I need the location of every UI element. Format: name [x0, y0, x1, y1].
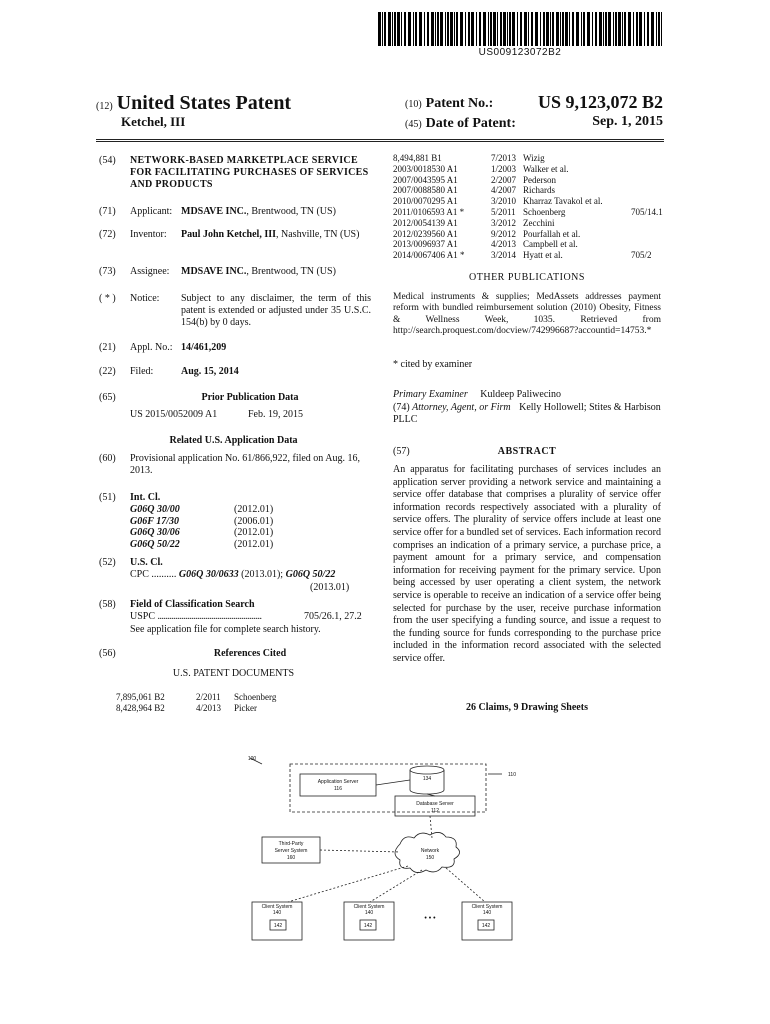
- intcl-version: (2012.01): [234, 527, 274, 539]
- prior-title: Prior Publication Data: [201, 392, 299, 403]
- barcode-bar: [394, 12, 396, 46]
- cpc-1: G06Q 30/0633: [178, 569, 239, 580]
- citation-date: 4/2007: [491, 185, 517, 196]
- header-rule: [96, 139, 664, 140]
- figure-diagram: [240, 752, 530, 954]
- citation-row: [393, 175, 661, 186]
- barcode-bar: [647, 12, 649, 46]
- barcode-bar: [562, 12, 564, 46]
- filed-code: (22): [99, 366, 116, 377]
- barcode-bar: [384, 12, 386, 46]
- label-110: 110: [508, 772, 516, 778]
- refs-right-list: [393, 153, 661, 261]
- citation-num: 2012/0054139 A1: [393, 217, 458, 228]
- abstract-text: An apparatus for facilitating purchases of services includes an application server providing a network service and maintaining a service offer database that comprises a plurality of service offer information records respectively associated with a plurality of service offers. The plurality of service offers include at least one service offer for a bundled set of services. Each information record comprises an indication of a primary service, a purchase price, a payment amount for a primary service, and compensation information for receiving payment for the primary service. Upon being accessed by user operating a client system, the network service is operable to receive an indication of a service offer being selected for purchase by the user, receive purchase information from the user specifying a funding source, and issue a request to the funding source for funds corresponding to the purchase price included in the information record associated with the selected service offer.: [393, 464, 661, 664]
- barcode-bar: [404, 12, 406, 46]
- field-label: Field of Classification Search: [130, 599, 255, 610]
- inventor-location: , Nashville, TN (US): [276, 229, 360, 240]
- code-10: (10): [405, 99, 422, 110]
- inventor-value: [181, 229, 371, 241]
- uspc-label: USPC: [130, 611, 156, 622]
- citation-num: 2013/0096937 A1: [393, 239, 458, 250]
- client-a-label: Client System: [261, 904, 293, 910]
- barcode-bar: [633, 12, 634, 46]
- intcl-row: [130, 515, 274, 528]
- refs-subtitle: U.S. PATENT DOCUMENTS: [172, 668, 295, 679]
- barcode-bar: [427, 12, 429, 46]
- other-pub-text: Medical instruments & supplies; MedAssets addresses payment reform with bundled reimbursement solution (2010) Obesity, Fitness & Wellness Week, 1035. Retrieved from http://search.proquest.com/docview/742996687?accountid=14753.*: [393, 292, 661, 337]
- other-pub-title: OTHER PUBLICATIONS: [469, 272, 585, 283]
- citation-name: Pederson: [523, 174, 556, 185]
- attorney-label: Attorney, Agent, or Firm: [412, 402, 511, 413]
- uspc-dots: ....................................................: [157, 611, 262, 622]
- assignee-label: Assignee:: [130, 266, 170, 277]
- assignee-location: , Brentwood, TN (US): [246, 266, 336, 277]
- barcode-bar: [378, 12, 381, 46]
- barcode-bar: [603, 12, 604, 46]
- citation-num: 2007/0043595 A1: [393, 174, 458, 185]
- intcl-label: Int. Cl.: [130, 492, 161, 503]
- applicant-label: Applicant:: [130, 206, 173, 217]
- barcode-bar: [509, 12, 511, 46]
- date-block: [405, 114, 663, 132]
- attorney-name: Kelly Hollowell; Stites & Harbison PLLC: [393, 402, 661, 425]
- barcode-bar: [550, 12, 551, 46]
- assignee-name: MDSAVE INC.: [181, 266, 247, 277]
- barcode-bar: [656, 12, 657, 46]
- intcl-row: [130, 538, 274, 551]
- barcode-bar: [615, 12, 617, 46]
- database-cylinder: [410, 770, 444, 794]
- barcode-bar: [535, 12, 538, 46]
- barcode-bar: [661, 12, 662, 46]
- intcl-class: G06Q 50/22: [130, 538, 180, 550]
- citation-date: 7/2013: [491, 153, 517, 163]
- applicant-value: [181, 206, 371, 218]
- barcode: [378, 12, 662, 46]
- barcode-bar: [490, 12, 492, 46]
- intcl-version: (2012.01): [234, 538, 274, 550]
- barcode-bar: [419, 12, 422, 46]
- abstract-code: (57): [393, 446, 410, 457]
- citation-row: [393, 164, 661, 175]
- citation-cls: 705/14.1: [631, 206, 663, 217]
- citation-date: 1/2003: [491, 163, 517, 174]
- barcode-bar: [431, 12, 434, 46]
- barcode-number: US009123072B2: [478, 47, 562, 58]
- barcode-bar: [608, 12, 611, 46]
- barcode-bar: [382, 12, 383, 46]
- db-server-number: 112: [431, 808, 439, 814]
- citation-date: 2/2011: [196, 692, 221, 702]
- notice-text: Subject to any disclaimer, the term of this patent is extended or adjusted under 35 U.S.C. 154(b) by 0 days.: [181, 293, 371, 328]
- barcode-bar: [392, 12, 393, 46]
- barcode-bar: [531, 12, 533, 46]
- citation-date: 2/2007: [491, 174, 517, 185]
- citation-name: Schoenberg: [234, 692, 277, 702]
- barcode-bar: [605, 12, 607, 46]
- barcode-bar: [460, 12, 463, 46]
- refs-code: (56): [99, 648, 116, 659]
- uscl-code: (52): [99, 557, 116, 568]
- patent-number: US 9,123,072 B2: [537, 92, 663, 112]
- citation-name: Richards: [523, 185, 555, 196]
- related-title: Related U.S. Application Data: [169, 435, 298, 446]
- prov-text: Provisional application No. 61/866,922, filed on Aug. 16, 2013.: [130, 453, 360, 476]
- client-b-number: 140: [364, 910, 374, 916]
- client-c-label: Client System: [471, 904, 503, 910]
- barcode-bar: [569, 12, 570, 46]
- client-c-sub: 142: [481, 923, 491, 929]
- citation-name: Kharraz Tavakol et al.: [523, 196, 603, 207]
- intcl-class: G06Q 30/00: [130, 504, 180, 515]
- barcode-bar: [456, 12, 458, 46]
- database-cylinder-top: [410, 766, 444, 774]
- field-note: See application file for complete search history.: [130, 624, 321, 635]
- barcode-bar: [576, 12, 579, 46]
- barcode-bar: [628, 12, 631, 46]
- attorney-code: (74): [393, 402, 410, 413]
- doc-type-block: [96, 92, 291, 115]
- prior-code: (65): [99, 392, 116, 403]
- citation-num: 2010/0070295 A1: [393, 196, 458, 207]
- barcode-bar: [636, 12, 638, 46]
- server-group-box: [290, 764, 486, 812]
- barcode-bar: [465, 12, 466, 46]
- assignee-value: [181, 266, 371, 278]
- barcode-bar: [483, 12, 486, 46]
- citation-date: 3/2010: [491, 196, 517, 207]
- notice-code: ( * ): [99, 293, 116, 304]
- barcode-bar: [445, 12, 446, 46]
- cpc-2: G06Q 50/22: [285, 569, 336, 580]
- uscl-label: U.S. Cl.: [130, 557, 163, 568]
- db-server-label: Database Server: [416, 801, 454, 807]
- citation-date: 3/2014: [491, 250, 517, 261]
- citation-row: [116, 692, 316, 703]
- barcode-bar: [622, 12, 623, 46]
- inventor-short: Ketchel, III: [121, 114, 186, 129]
- citation-date: 4/2013: [491, 239, 517, 250]
- barcode-bar: [543, 12, 545, 46]
- app-server-box: [300, 774, 376, 796]
- barcode-bar: [488, 12, 489, 46]
- citation-date: 3/2012: [491, 217, 517, 228]
- prior-pub: US 2015/0052009 A1: [130, 409, 218, 420]
- prov-code: (60): [99, 453, 116, 464]
- barcode-bar: [624, 12, 626, 46]
- barcode-bar: [651, 12, 654, 46]
- inventor-name: Paul John Ketchel, III: [181, 229, 277, 240]
- barcode-bar: [658, 12, 660, 46]
- client-ellipsis: • • •: [424, 915, 436, 922]
- patent-no-label: Patent No.:: [425, 96, 494, 111]
- intcl-row: [130, 504, 274, 516]
- date-label: Date of Patent:: [425, 116, 516, 131]
- barcode-bar: [565, 12, 568, 46]
- header-rule-2: [96, 141, 664, 142]
- client-a-sub: 142: [273, 923, 283, 929]
- barcode-bar: [546, 12, 549, 46]
- barcode-bar: [497, 12, 498, 46]
- barcode-bar: [440, 12, 443, 46]
- intcl-class: G06Q 30/06: [130, 527, 180, 539]
- network-label: Network: [420, 848, 440, 854]
- title-code: (54): [99, 155, 116, 166]
- third-party-number: 160: [286, 855, 296, 861]
- label-100: 100: [247, 756, 257, 762]
- citation-name: Schoenberg: [523, 206, 566, 217]
- citation-row: [116, 703, 316, 714]
- citation-num: 2011/0106593 A1 *: [393, 206, 465, 217]
- patent-title: NETWORK-BASED MARKETPLACE SERVICE FOR FACILITATING PURCHASES OF SERVICES AND PRODUCTS: [130, 155, 369, 190]
- citation-date: 9/2012: [491, 228, 517, 239]
- barcode-bar: [528, 12, 529, 46]
- third-party-label-2: Server System: [274, 848, 308, 854]
- barcode-bar: [517, 12, 518, 46]
- intcl-row: [130, 527, 274, 539]
- barcode-bar: [408, 12, 411, 46]
- barcode-bar: [447, 12, 449, 46]
- appl-label: Appl. No.:: [130, 342, 173, 353]
- citation-num: 2007/0088580 A1: [393, 185, 458, 196]
- appl-number: 14/461,209: [181, 342, 227, 353]
- refs-left-list: [116, 692, 316, 714]
- citation-row: [393, 250, 661, 261]
- barcode-bar: [560, 12, 561, 46]
- uspc-value: 705/26.1, 27.2: [304, 611, 362, 622]
- barcode-bar: [583, 12, 585, 46]
- barcode-bar: [592, 12, 593, 46]
- barcode-bar: [435, 12, 436, 46]
- inventor-code: (72): [99, 229, 116, 240]
- database-number: 134: [422, 776, 432, 782]
- citation-row: [393, 207, 661, 218]
- citation-name: Wizig: [523, 153, 545, 163]
- code-45: (45): [405, 119, 422, 130]
- prior-date: Feb. 19, 2015: [248, 409, 303, 420]
- examiner-name: Kuldeep Paliwecino: [480, 389, 562, 400]
- citation-row: [393, 153, 661, 164]
- barcode-bar: [540, 12, 541, 46]
- doc-type: United States Patent: [116, 92, 292, 114]
- barcode-bar: [471, 12, 474, 46]
- citation-date: 5/2011: [491, 206, 516, 217]
- cpc-1-version: (2013.01);: [238, 569, 286, 580]
- client-b-label: Client System: [353, 904, 385, 910]
- barcode-bar: [512, 12, 515, 46]
- barcode-bar: [587, 12, 590, 46]
- client-c-number: 140: [482, 910, 492, 916]
- applicant-code: (71): [99, 206, 116, 217]
- citation-name: Walker et al.: [523, 163, 569, 174]
- citation-name: Zecchini: [523, 217, 555, 228]
- applicant-location: , Brentwood, TN (US): [246, 206, 336, 217]
- barcode-bar: [595, 12, 597, 46]
- citation-row: [393, 196, 661, 207]
- barcode-bar: [476, 12, 477, 46]
- citation-row: [393, 218, 661, 229]
- cpc-2-version: (2013.01): [310, 582, 350, 593]
- barcode-bar: [468, 12, 470, 46]
- applicant-name: MDSAVE INC.: [181, 206, 247, 217]
- citation-name: Campbell et al.: [523, 239, 578, 250]
- barcode-bar: [618, 12, 621, 46]
- filed-label: Filed:: [130, 366, 154, 377]
- barcode-bar: [581, 12, 582, 46]
- intcl-version: (2012.01): [234, 504, 274, 515]
- citation-name: Picker: [234, 702, 257, 713]
- citation-num: 7,895,061 B2: [116, 692, 165, 702]
- barcode-bar: [572, 12, 574, 46]
- client-b-sub: 142: [363, 923, 373, 929]
- code-12: (12): [96, 101, 113, 112]
- cited-note: * cited by examiner: [393, 359, 473, 370]
- refs-title: References Cited: [213, 648, 287, 659]
- appl-code: (21): [99, 342, 116, 353]
- citation-num: 2012/0239560 A1: [393, 228, 458, 239]
- inventor-label: Inventor:: [130, 229, 167, 240]
- patent-no-block: [405, 94, 663, 112]
- claims-summary: 26 Claims, 9 Drawing Sheets: [466, 702, 588, 713]
- barcode-bar: [613, 12, 614, 46]
- citation-row: [393, 229, 661, 240]
- examiner-line: [393, 389, 661, 401]
- barcode-bar: [500, 12, 502, 46]
- citation-num: 2014/0067406 A1 *: [393, 250, 465, 261]
- barcode-bar: [454, 12, 455, 46]
- intcl-list: [130, 504, 274, 550]
- barcode-bar: [493, 12, 496, 46]
- barcode-bar: [397, 12, 400, 46]
- abstract-title: ABSTRACT: [497, 446, 557, 457]
- patent-date: Sep. 1, 2015: [592, 114, 663, 129]
- citation-row: [393, 239, 661, 250]
- app-server-label: Application Server: [317, 779, 359, 785]
- barcode-bar: [401, 12, 402, 46]
- barcode-bar: [450, 12, 453, 46]
- third-party-label: Third-Party: [278, 841, 304, 847]
- app-server-number: 116: [334, 786, 342, 792]
- citation-num: 2003/0018530 A1: [393, 163, 458, 174]
- cpc-prefix: CPC ..........: [130, 569, 177, 580]
- citation-num: 8,494,881 B1: [393, 153, 442, 163]
- barcode-bar: [644, 12, 645, 46]
- examiner-label: Primary Examiner: [393, 389, 468, 400]
- barcode-bar: [507, 12, 508, 46]
- barcode-bar: [413, 12, 414, 46]
- cpc-line: [130, 569, 370, 581]
- barcode-bar: [599, 12, 602, 46]
- filed-date: Aug. 15, 2014: [181, 366, 239, 377]
- citation-name: Pourfallah et al.: [523, 228, 581, 239]
- client-a-number: 140: [272, 910, 282, 916]
- barcode-bar: [388, 12, 391, 46]
- barcode-bar: [415, 12, 417, 46]
- citation-row: [393, 185, 661, 196]
- intcl-version: (2006.01): [234, 515, 274, 527]
- citation-date: 4/2013: [196, 702, 222, 713]
- attorney-line: [393, 402, 661, 426]
- citation-name: Hyatt et al.: [523, 250, 563, 261]
- intcl-code: (51): [99, 492, 116, 503]
- assignee-code: (73): [99, 266, 116, 277]
- barcode-bar: [556, 12, 559, 46]
- barcode-bar: [503, 12, 506, 46]
- intcl-class: G06F 17/30: [130, 515, 179, 527]
- barcode-bar: [639, 12, 642, 46]
- barcode-bar: [479, 12, 481, 46]
- barcode-bar: [520, 12, 522, 46]
- field-code: (58): [99, 599, 116, 610]
- citation-num: 8,428,964 B2: [116, 702, 165, 713]
- barcode-bar: [437, 12, 439, 46]
- network-number: 150: [425, 855, 435, 861]
- citation-cls: 705/2: [631, 250, 652, 261]
- notice-label: Notice:: [130, 293, 160, 304]
- barcode-bar: [424, 12, 425, 46]
- barcode-bar: [552, 12, 554, 46]
- barcode-bar: [524, 12, 527, 46]
